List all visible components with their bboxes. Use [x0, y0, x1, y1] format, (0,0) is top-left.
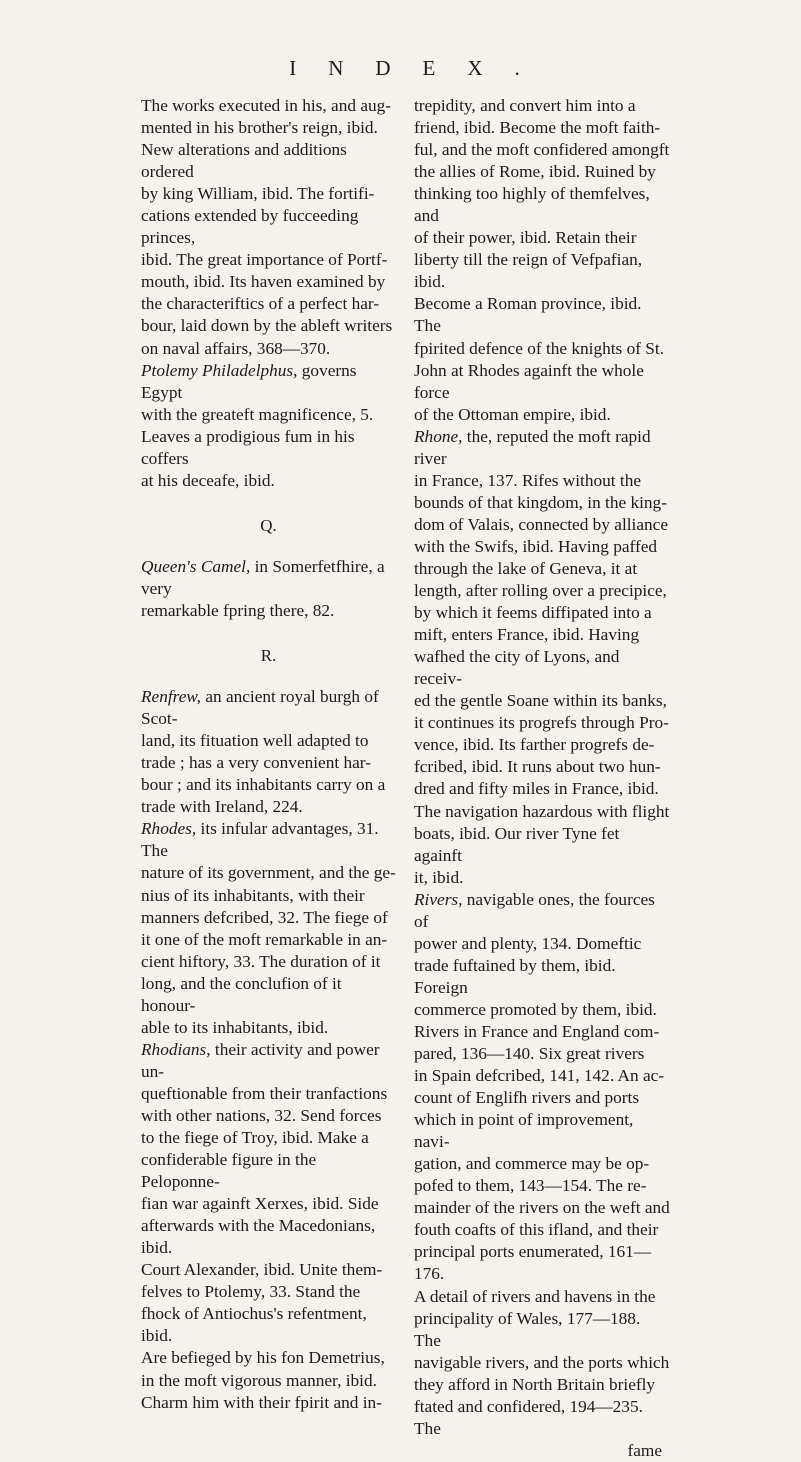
text-line: ibid. The great importance of Portf-	[141, 250, 388, 270]
text-line: through the lake of Geneva, it at	[414, 558, 638, 578]
entry-term: Renfrew,	[141, 687, 201, 707]
text-line: trepidity, and convert him into a	[414, 96, 636, 115]
entry-queens-camel	[141, 556, 396, 622]
text-line: able to its inhabitants, ibid.	[141, 1017, 329, 1037]
text-fragment: in Somerfetfhire, a very	[141, 556, 385, 598]
entry-ptolemy	[141, 360, 396, 492]
text-line: trade ; has a very convenient har-	[141, 753, 371, 773]
text-line: dom of Valais, connected by alliance	[414, 514, 669, 534]
entry-term: Queen's Camel,	[141, 556, 251, 576]
text-line: trade with Ireland, 224.	[141, 797, 303, 817]
entry-term: Rivers,	[414, 889, 463, 909]
text-line: at his deceafe, ibid.	[141, 470, 275, 490]
text-line: to the fiege of Troy, ibid. Make a	[141, 1128, 369, 1148]
left-column	[141, 95, 396, 1414]
text-line: of their power, ibid. Retain their	[414, 228, 637, 248]
text-line: in the moft vigorous manner, ibid.	[141, 1370, 377, 1390]
text-line: principality of Wales, 177—188. The	[414, 1308, 641, 1350]
text-line: with the Swifs, ibid. Having paffed	[414, 536, 658, 556]
text-fragment: governs Egypt	[141, 360, 357, 402]
entry-rhodes	[141, 818, 396, 1038]
entry-first-line	[141, 360, 396, 404]
entry-first-line	[414, 889, 670, 933]
entry-first-line	[141, 818, 396, 862]
text-line: The works executed in his, and aug-	[141, 96, 392, 115]
text-line: friend, ibid. Become the moft faith-	[414, 118, 661, 138]
text-line: it one of the moft remarkable in an-	[141, 929, 388, 949]
text-line: Are befieged by his fon Demetrius,	[141, 1348, 385, 1368]
text-line: the characteriftics of a perfect har-	[141, 294, 380, 314]
text-line: nature of its government, and the ge-	[141, 863, 396, 883]
section-letter-q: Q.	[260, 515, 277, 535]
text-line: manners defcribed, 32. The fiege of	[141, 907, 388, 927]
text-line: ed the gentle Soane within its banks,	[414, 691, 667, 711]
text-line: boats, ibid. Our river Tyne fet againft	[414, 823, 620, 865]
text-fragment: its infular advantages, 31. The	[141, 819, 379, 861]
text-line: felves to Ptolemy, 33. Stand the	[141, 1282, 361, 1302]
text-line: fian war againft Xerxes, ibid. Side	[141, 1194, 379, 1214]
entry-first-line	[141, 686, 396, 730]
text-line: gation, and commerce may be op-	[414, 1154, 650, 1174]
text-line: it, ibid.	[414, 867, 464, 887]
text-line: on naval affairs, 368—370.	[141, 338, 331, 358]
text-line: mift, enters France, ibid. Having	[414, 625, 640, 645]
text-line: in Spain defcribed, 141, 142. An ac-	[414, 1066, 665, 1086]
section-letter-r: R.	[260, 646, 277, 666]
text-line: by king William, ibid. The fortifi-	[141, 184, 375, 204]
text-line: fpirited defence of the knights of St.	[414, 338, 665, 358]
text-line: by which it feems diffipated into a	[414, 603, 652, 623]
text-line: queftionable from their tranfactions	[141, 1083, 388, 1103]
text-line: cient hiftory, 33. The duration of it	[141, 951, 381, 971]
entry-term: Ptolemy Philadelphus,	[141, 360, 298, 380]
entry-term: Rhodians,	[141, 1039, 211, 1059]
text-line: mented in his brother's reign, ibid.	[141, 118, 378, 138]
entry-rhodians	[141, 1039, 396, 1414]
text-line: dred and fifty miles in France, ibid.	[414, 779, 659, 799]
text-fragment: an ancient royal burgh of Scot-	[141, 687, 379, 729]
text-line: John at Rhodes againft the whole force	[414, 360, 644, 402]
text-line: Leaves a prodigious fum in his coffers	[141, 426, 355, 468]
text-line: ful, and the moft confidered amongft	[414, 140, 670, 160]
text-line: power and plenty, 134. Domeftic	[414, 933, 642, 953]
text-line: in France, 137. Rifes without the	[414, 470, 642, 490]
text-line: mainder of the rivers on the weft and	[414, 1198, 670, 1218]
entry-rivers	[414, 889, 670, 1440]
text-line: bour ; and its inhabitants carry on a	[141, 775, 386, 795]
text-line: Charm him with their fpirit and in-	[141, 1392, 382, 1412]
entry-term: Rhodes,	[141, 819, 197, 839]
text-line: cations extended by fucceeding princes,	[141, 206, 359, 248]
text-line: pared, 136—140. Six great rivers	[414, 1044, 645, 1064]
text-line: they afford in North Britain briefly	[414, 1374, 656, 1394]
text-line: Rivers in France and England com-	[414, 1021, 660, 1041]
portsmouth-entry-continuation	[141, 95, 396, 360]
text-line: navigable rivers, and the ports which	[414, 1352, 670, 1372]
text-line: long, and the conclufion of it honour-	[141, 973, 342, 1015]
text-line: bour, laid down by the ableft writers	[141, 316, 393, 336]
text-line: thinking too highly of themfelves, and	[414, 184, 650, 226]
text-line: mouth, ibid. Its haven examined by	[141, 272, 386, 292]
text-line: with other nations, 32. Send forces	[141, 1105, 382, 1125]
text-line: bounds of that kingdom, in the king-	[414, 492, 667, 512]
catchword: fame	[627, 1440, 662, 1460]
text-line: trade fuftained by them, ibid. Foreign	[414, 955, 616, 997]
text-line: principal ports enumerated, 161—176.	[414, 1242, 652, 1284]
text-line: count of Englifh rivers and ports	[414, 1088, 640, 1108]
text-line: The navigation hazardous with flight	[414, 801, 670, 821]
rhodians-entry-continuation	[414, 95, 670, 426]
entry-renfrew	[141, 686, 396, 818]
text-line: commerce promoted by them, ibid.	[414, 999, 657, 1019]
text-line: fhock of Antiochus's refentment, ibid.	[141, 1304, 367, 1346]
right-column	[414, 95, 670, 1462]
text-line: fouth coafts of this ifland, and their	[414, 1220, 659, 1240]
entry-rhone	[414, 426, 670, 889]
text-line: with the greateft magnificence, 5.	[141, 404, 374, 424]
text-line: of the Ottoman empire, ibid.	[414, 404, 611, 424]
text-line: the allies of Rome, ibid. Ruined by	[414, 162, 656, 182]
text-line: ftated and confidered, 194—235. The	[414, 1396, 643, 1438]
text-line: pofed to them, 143—154. The re-	[414, 1176, 647, 1196]
text-fragment: navigable ones, the fources of	[414, 889, 655, 931]
text-line: land, its fituation well adapted to	[141, 731, 369, 751]
text-line: confiderable figure in the Peloponne-	[141, 1150, 317, 1192]
text-fragment: their activity and power un-	[141, 1039, 380, 1081]
entry-term: Rhone,	[414, 426, 463, 446]
text-line: afterwards with the Macedonians, ibid.	[141, 1216, 376, 1258]
text-line: vence, ibid. Its farther progrefs de-	[414, 735, 655, 755]
text-line: wafhed the city of Lyons, and receiv-	[414, 647, 620, 689]
text-line: liberty till the reign of Vefpafian, ibid.	[414, 250, 643, 292]
text-line: New alterations and additions ordered	[141, 140, 347, 182]
text-line: fcribed, ibid. It runs about two hun-	[414, 757, 661, 777]
text-line: A detail of rivers and havens in the	[414, 1286, 656, 1306]
text-line: which in point of improvement, navi-	[414, 1110, 634, 1152]
text-fragment: the, reputed the moft rapid river	[414, 426, 651, 468]
text-line: it continues its progrefs through Pro-	[414, 713, 669, 733]
running-head: INDEX.	[289, 56, 552, 80]
text-line: Become a Roman province, ibid. The	[414, 294, 642, 336]
text-line: remarkable fpring there, 82.	[141, 600, 335, 620]
entry-first-line	[141, 556, 396, 600]
entry-first-line	[141, 1039, 396, 1083]
text-line: Court Alexander, ibid. Unite them-	[141, 1260, 383, 1280]
text-line: nius of its inhabitants, with their	[141, 885, 365, 905]
text-line: length, after rolling over a precipice,	[414, 581, 667, 601]
entry-first-line	[414, 426, 670, 470]
